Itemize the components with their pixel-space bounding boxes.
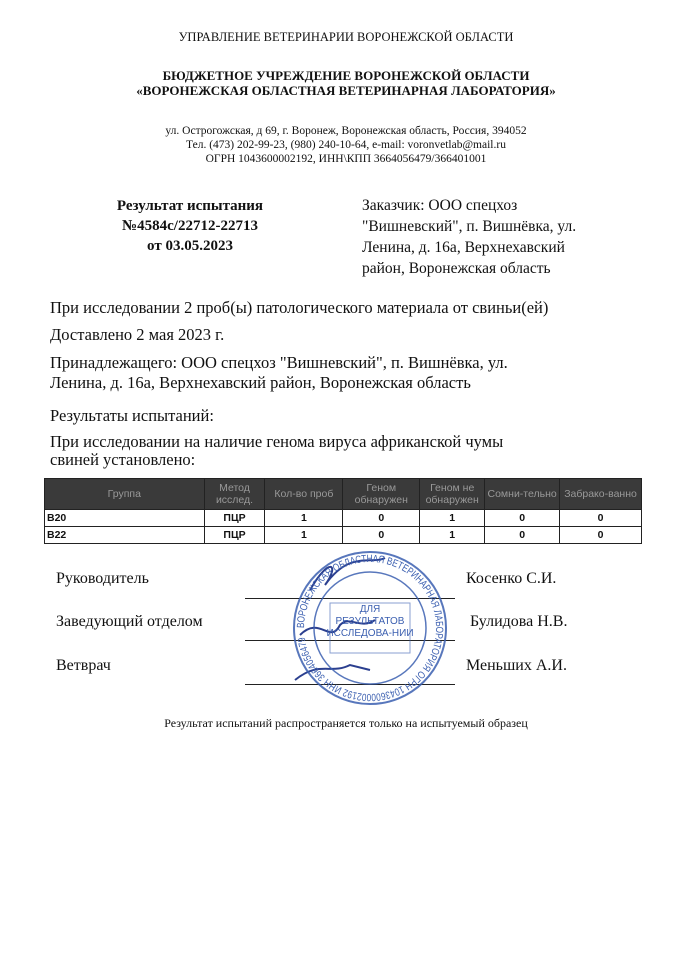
col-header: Геном обнаружен	[343, 479, 420, 510]
result-number: №4584с/22712-22713	[122, 218, 258, 234]
cell: В22	[45, 527, 205, 544]
cell: ПЦР	[204, 510, 265, 527]
customer-line: Заказчик: ООО спецхоз	[362, 197, 518, 214]
customer-block	[362, 195, 662, 279]
table-header-row	[45, 479, 642, 510]
signature-name: Косенко С.И.	[466, 570, 557, 587]
customer-line: Ленина, д. 16а, Верхнехавский	[362, 239, 565, 256]
cell: 1	[265, 510, 343, 527]
customer-line: район, Воронежская область	[362, 260, 551, 277]
col-header: Метод исслед.	[204, 479, 265, 510]
signature-role: Заведующий отделом	[56, 613, 203, 630]
result-date: от 03.05.2023	[147, 238, 233, 254]
org-line-2: «ВОРОНЕЖСКАЯ ОБЛАСТНАЯ ВЕТЕРИНАРНАЯ ЛАБОРАТОРИЯ»	[136, 83, 556, 98]
cell: 1	[420, 510, 485, 527]
col-header: Геном не обнаружен	[420, 479, 485, 510]
samples-paragraph: При исследовании 2 проб(ы) патологического материала от свиньи(ей)	[50, 298, 549, 317]
finding-paragraph	[50, 433, 670, 469]
department-header: УПРАВЛЕНИЕ ВЕТЕРИНАРИИ ВОРОНЕЖСКОЙ ОБЛАСТИ	[178, 30, 514, 44]
col-header: Кол-во проб	[265, 479, 343, 510]
contacts: Тел. (473) 202-99-23, (980) 240-10-64, e-mail: voronvetlab@mail.ru	[186, 139, 506, 151]
owner-paragraph	[50, 353, 670, 393]
address: ул. Острогожская, д 69, г. Воронеж, Воронежская область, Россия, 394052	[165, 125, 527, 137]
cell: В20	[45, 510, 205, 527]
organization-name	[0, 68, 692, 98]
stamp-center-text: ДЛЯ РЕЗУЛЬТАТОВ ИССЛЕДОВА-НИИ	[326, 604, 414, 639]
cell: 0	[560, 527, 642, 544]
table-row	[45, 510, 642, 527]
cell: 0	[343, 527, 420, 544]
signature-name: Меньших А.И.	[466, 657, 567, 674]
result-title: Результат испытания	[116, 198, 264, 214]
cell: 0	[485, 510, 560, 527]
official-stamp	[290, 548, 450, 708]
org-line-1: БЮДЖЕТНОЕ УЧРЕЖДЕНИЕ ВОРОНЕЖСКОЙ ОБЛАСТИ	[162, 68, 530, 83]
result-heading	[70, 196, 310, 256]
cell: 0	[485, 527, 560, 544]
owner-line: Принадлежащего: ООО спецхоз "Вишневский", п. Вишнёвка, ул.	[50, 353, 508, 372]
footer-note: Результат испытаний распространяется только на испытуемый образец	[164, 716, 528, 730]
customer-line: "Вишневский", п. Вишнёвка, ул.	[362, 218, 577, 235]
registration-ids: ОГРН 1043600002192, ИНН\КПП 3664056479/366401001	[205, 153, 487, 165]
finding-line: При исследовании на наличие генома вируса африканской чумы	[50, 432, 504, 451]
results-table	[44, 478, 642, 544]
col-header: Сомни-тельно	[485, 479, 560, 510]
cell: 1	[265, 527, 343, 544]
signature-role: Руководитель	[56, 570, 149, 587]
cell: ПЦР	[204, 527, 265, 544]
cell: 0	[560, 510, 642, 527]
cell: 0	[343, 510, 420, 527]
stamp-ring-text: ВОРОНЕЖСКАЯ ОБЛАСТНАЯ ВЕТЕРИНАРНАЯ ЛАБОРАТОРИЯ ОГРН 1043600002192 ИНН 3664056479	[294, 552, 446, 704]
col-header: Забрако-ванно	[560, 479, 642, 510]
owner-line: Ленина, д. 16а, Верхнехавский район, Воронежская область	[50, 373, 471, 392]
signature-role: Ветврач	[56, 657, 111, 674]
signature-name: Булидова Н.В.	[470, 613, 568, 630]
results-label: Результаты испытаний:	[50, 406, 214, 425]
col-header: Группа	[45, 479, 205, 510]
org-contacts	[0, 124, 692, 166]
finding-line: свиней установлено:	[50, 450, 196, 469]
table-row	[45, 527, 642, 544]
delivered-paragraph: Доставлено 2 мая 2023 г.	[50, 325, 225, 344]
cell: 1	[420, 527, 485, 544]
